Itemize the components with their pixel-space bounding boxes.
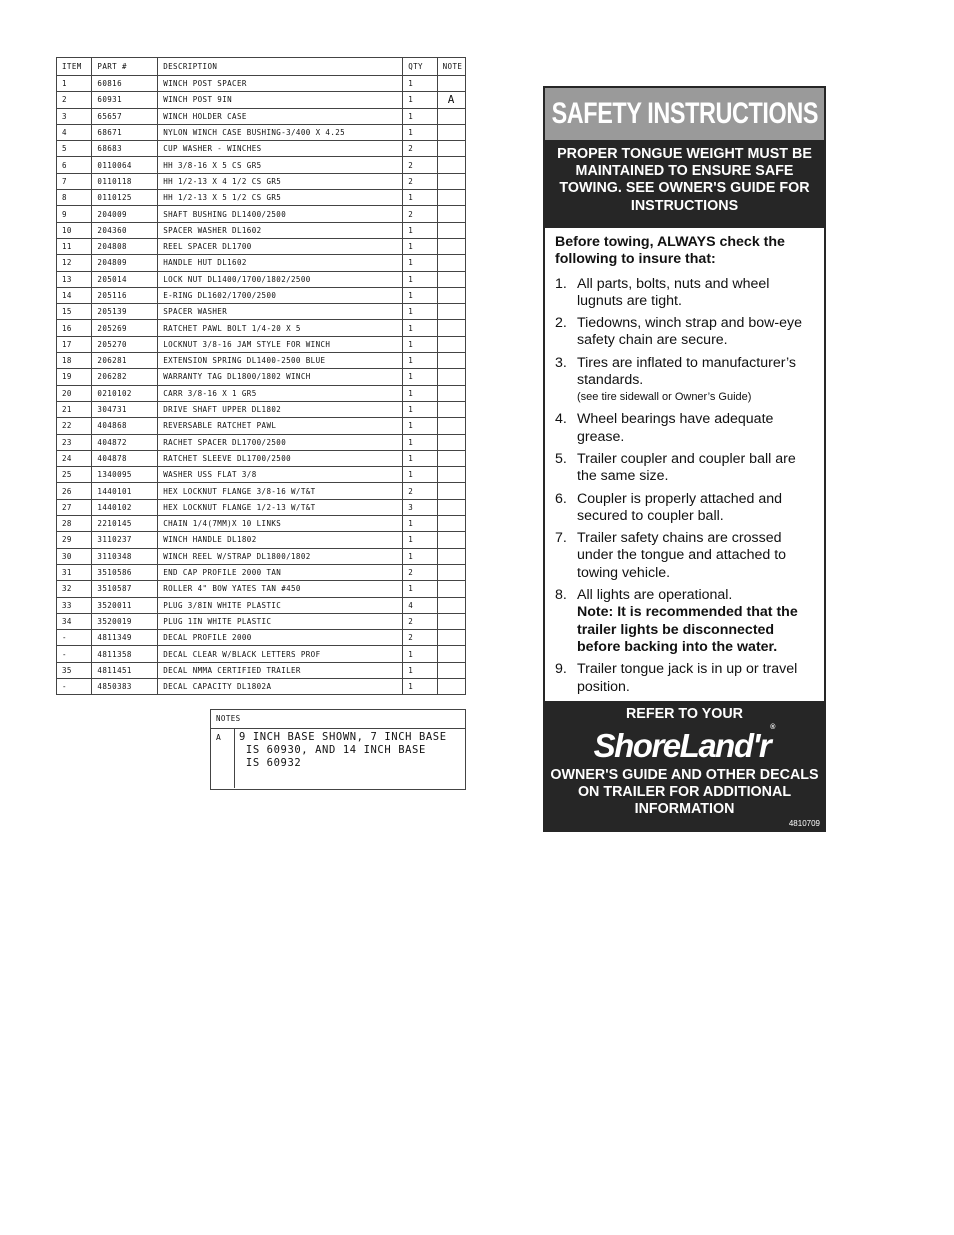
- checklist-text: Tires are inflated to manufacturer’s standards.: [577, 354, 796, 389]
- cell-note: [437, 385, 465, 401]
- cell-description: LOCKNUT 3/8-16 JAM STYLE FOR WINCH: [158, 336, 403, 352]
- table-row: [57, 222, 466, 238]
- cell-qty: 2: [403, 157, 437, 173]
- closing-text: OWNER'S GUIDE AND OTHER DECALS ON TRAILER FOR ADDITIONAL INFORMATION: [550, 767, 819, 818]
- table-row: [57, 646, 466, 662]
- cell-description: SHAFT BUSHING DL1400/2500: [158, 206, 403, 222]
- cell-qty: 2: [403, 141, 437, 157]
- cell-qty: 3: [403, 499, 437, 515]
- checklist-body: [577, 491, 816, 526]
- cell-item: 27: [57, 499, 92, 515]
- cell-description: HEX LOCKNUT FLANGE 3/8-16 W/T&T: [158, 483, 403, 499]
- refer-text: REFER TO YOUR: [625, 706, 744, 722]
- cell-item: 21: [57, 401, 92, 417]
- cell-item: 10: [57, 222, 92, 238]
- checklist-body: [577, 411, 816, 446]
- cell-qty: 1: [403, 678, 437, 694]
- cell-note: [437, 646, 465, 662]
- cell-note: [437, 124, 465, 140]
- cell-note: [437, 548, 465, 564]
- checklist-number: 2.: [555, 315, 567, 332]
- cell-part-number: 0110118: [92, 173, 158, 189]
- cell-item: -: [57, 678, 92, 694]
- parts-table-header-row: [57, 58, 466, 76]
- checklist-text: Trailer safety chains are crossed under the tongue and attached to towing vehicle.: [577, 530, 787, 581]
- cell-note: [437, 564, 465, 580]
- tongue-weight-warning: PROPER TONGUE WEIGHT MUST BE MAINTAINED TO ENSURE SAFE TOWING. SEE OWNER'S GUIDE FOR INSTRUCTIONS: [557, 146, 812, 214]
- cell-note: [437, 450, 465, 466]
- cell-qty: 1: [403, 255, 437, 271]
- cell-note: [437, 369, 465, 385]
- checklist-text: Tiedowns, winch strap and bow-eye safety chain are secure.: [577, 315, 803, 349]
- cell-part-number: 206281: [92, 353, 158, 369]
- cell-qty: 2: [403, 173, 437, 189]
- checklist-note: Note: It is recommended that the trailer lights be disconnected before backing into the water.: [577, 604, 798, 655]
- cell-item: 2: [57, 92, 92, 108]
- table-row: [57, 532, 466, 548]
- cell-part-number: 1340095: [92, 467, 158, 483]
- table-row: [57, 287, 466, 303]
- checklist-text: Coupler is properly attached and secured to coupler ball.: [577, 490, 783, 524]
- cell-qty: 1: [403, 92, 437, 108]
- cell-part-number: 0110064: [92, 157, 158, 173]
- cell-part-number: 205270: [92, 336, 158, 352]
- notes-text: 9 INCH BASE SHOWN, 7 INCH BASE IS 60930, AND 14 INCH BASE IS 60932: [239, 731, 447, 769]
- cell-item: 7: [57, 173, 92, 189]
- cell-part-number: 204009: [92, 206, 158, 222]
- table-row: [57, 255, 466, 271]
- cell-part-number: 3520019: [92, 613, 158, 629]
- checklist-body: [577, 355, 816, 407]
- table-row: [57, 418, 466, 434]
- cell-part-number: 0110125: [92, 190, 158, 206]
- cell-note: [437, 238, 465, 254]
- table-row: [57, 76, 466, 92]
- cell-qty: 1: [403, 320, 437, 336]
- cell-qty: 1: [403, 76, 437, 92]
- cell-note: [437, 467, 465, 483]
- notes-header: NOTES: [211, 710, 465, 729]
- cell-part-number: 4811451: [92, 662, 158, 678]
- cell-qty: 1: [403, 548, 437, 564]
- checklist-number: 3.: [555, 354, 567, 371]
- cell-item: 16: [57, 320, 92, 336]
- cell-part-number: 204808: [92, 238, 158, 254]
- checklist-body: [577, 315, 816, 350]
- cell-item: 19: [57, 369, 92, 385]
- cell-part-number: 304731: [92, 401, 158, 417]
- cell-note: [437, 206, 465, 222]
- cell-part-number: 205269: [92, 320, 158, 336]
- cell-note: [437, 516, 465, 532]
- table-row: [57, 369, 466, 385]
- table-row: [57, 581, 466, 597]
- cell-note: [437, 320, 465, 336]
- cell-qty: 1: [403, 581, 437, 597]
- safety-instructions-decal: [543, 86, 826, 832]
- cell-item: 23: [57, 434, 92, 450]
- table-row: [57, 206, 466, 222]
- cell-qty: 2: [403, 630, 437, 646]
- cell-description: RATCHET PAWL BOLT 1/4-20 X 5: [158, 320, 403, 336]
- cell-item: 32: [57, 581, 92, 597]
- cell-note: [437, 581, 465, 597]
- brand-name: ShoreLand'r: [593, 727, 771, 764]
- cell-note: [437, 483, 465, 499]
- table-row: [57, 336, 466, 352]
- cell-description: HH 3/8-16 X 5 CS GR5: [158, 157, 403, 173]
- table-row: [57, 597, 466, 613]
- cell-qty: 2: [403, 564, 437, 580]
- decal-title: SAFETY INSTRUCTIONS: [551, 97, 818, 130]
- cell-note: [437, 532, 465, 548]
- header-note: NOTE: [437, 58, 465, 76]
- cell-note: [437, 157, 465, 173]
- checklist-text: All parts, bolts, nuts and wheel lugnuts are tight.: [577, 275, 770, 309]
- checklist-body: [577, 276, 816, 311]
- header-description: DESCRIPTION: [158, 58, 403, 76]
- cell-item: 20: [57, 385, 92, 401]
- cell-qty: 1: [403, 190, 437, 206]
- cell-qty: 2: [403, 613, 437, 629]
- checklist-text: Wheel bearings have adequate grease.: [577, 411, 774, 445]
- cell-description: HEX LOCKNUT FLANGE 1/2-13 W/T&T: [158, 499, 403, 515]
- cell-note: [437, 401, 465, 417]
- checklist-number: 6.: [555, 490, 567, 507]
- cell-item: 6: [57, 157, 92, 173]
- cell-note: [437, 613, 465, 629]
- table-row: [57, 548, 466, 564]
- cell-qty: 1: [403, 222, 437, 238]
- cell-note: [437, 418, 465, 434]
- cell-item: 29: [57, 532, 92, 548]
- cell-note: [437, 255, 465, 271]
- table-row: [57, 238, 466, 254]
- cell-note: [437, 434, 465, 450]
- cell-part-number: 3520011: [92, 597, 158, 613]
- table-row: [57, 450, 466, 466]
- cell-item: 17: [57, 336, 92, 352]
- cell-description: DECAL CLEAR W/BLACK LETTERS PROF: [158, 646, 403, 662]
- table-row: [57, 630, 466, 646]
- checklist-subnote: (see tire sidewall or Owner’s Guide): [577, 391, 752, 404]
- cell-qty: 1: [403, 418, 437, 434]
- checklist-number: 1.: [555, 275, 567, 292]
- cell-note: [437, 173, 465, 189]
- cell-qty: 1: [403, 271, 437, 287]
- cell-description: WINCH POST 9IN: [158, 92, 403, 108]
- cell-description: RACHET SPACER DL1700/2500: [158, 434, 403, 450]
- cell-description: LOCK NUT DL1400/1700/1802/2500: [158, 271, 403, 287]
- cell-item: 22: [57, 418, 92, 434]
- cell-item: 5: [57, 141, 92, 157]
- cell-part-number: 65657: [92, 108, 158, 124]
- cell-qty: 1: [403, 287, 437, 303]
- cell-part-number: 68683: [92, 141, 158, 157]
- table-row: [57, 108, 466, 124]
- cell-qty: 1: [403, 532, 437, 548]
- cell-description: REEL SPACER DL1700: [158, 238, 403, 254]
- checklist-text: Trailer tongue jack is in up or travel position.: [577, 661, 798, 695]
- cell-note: [437, 630, 465, 646]
- checklist-number: 7.: [555, 530, 567, 547]
- cell-qty: 1: [403, 434, 437, 450]
- table-row: [57, 271, 466, 287]
- cell-part-number: 404878: [92, 450, 158, 466]
- notes-row: [211, 729, 465, 788]
- cell-qty: 1: [403, 467, 437, 483]
- cell-description: WINCH HANDLE DL1802: [158, 532, 403, 548]
- cell-part-number: 1440102: [92, 499, 158, 515]
- cell-item: 26: [57, 483, 92, 499]
- checklist-body: [577, 530, 816, 582]
- towing-checklist: [545, 228, 824, 701]
- cell-item: 28: [57, 516, 92, 532]
- checklist-body: [577, 587, 816, 656]
- cell-qty: 1: [403, 108, 437, 124]
- checklist-item: [555, 355, 816, 407]
- cell-description: WASHER USS FLAT 3/8: [158, 467, 403, 483]
- decal-title-bar: [545, 88, 824, 140]
- checklist-item: [555, 530, 816, 582]
- cell-item: 35: [57, 662, 92, 678]
- cell-part-number: 204360: [92, 222, 158, 238]
- cell-item: -: [57, 630, 92, 646]
- cell-description: RATCHET SLEEVE DL1700/2500: [158, 450, 403, 466]
- cell-description: WARRANTY TAG DL1800/1802 WINCH: [158, 369, 403, 385]
- cell-item: -: [57, 646, 92, 662]
- checklist-intro: Before towing, ALWAYS check the following to insure that:: [555, 234, 785, 268]
- cell-description: WINCH HOLDER CASE: [158, 108, 403, 124]
- cell-note: [437, 271, 465, 287]
- cell-description: E-RING DL1602/1700/2500: [158, 287, 403, 303]
- registered-mark: ®: [770, 724, 776, 731]
- table-row: [57, 141, 466, 157]
- cell-item: 9: [57, 206, 92, 222]
- cell-item: 3: [57, 108, 92, 124]
- cell-description: EXTENSION SPRING DL1400-2500 BLUE: [158, 353, 403, 369]
- table-row: [57, 157, 466, 173]
- cell-description: DECAL PROFILE 2000: [158, 630, 403, 646]
- table-row: [57, 564, 466, 580]
- cell-item: 25: [57, 467, 92, 483]
- checklist-items: [555, 276, 816, 696]
- cell-description: SPACER WASHER: [158, 304, 403, 320]
- cell-part-number: 60931: [92, 92, 158, 108]
- checklist-item: [555, 661, 816, 696]
- cell-part-number: 404868: [92, 418, 158, 434]
- cell-item: 12: [57, 255, 92, 271]
- cell-qty: 1: [403, 385, 437, 401]
- decal-footer: [545, 706, 824, 819]
- cell-item: 14: [57, 287, 92, 303]
- cell-item: 11: [57, 238, 92, 254]
- cell-note: [437, 287, 465, 303]
- checklist-item: [555, 451, 816, 486]
- checklist-number: 4.: [555, 411, 567, 428]
- cell-note: [437, 222, 465, 238]
- cell-qty: 1: [403, 238, 437, 254]
- cell-part-number: 0210102: [92, 385, 158, 401]
- cell-part-number: 3110348: [92, 548, 158, 564]
- header-item: ITEM: [57, 58, 92, 76]
- parts-table: [56, 57, 466, 695]
- table-row: [57, 662, 466, 678]
- cell-item: 31: [57, 564, 92, 580]
- cell-description: DECAL CAPACITY DL1802A: [158, 678, 403, 694]
- checklist-body: [577, 451, 816, 486]
- cell-note: [437, 304, 465, 320]
- cell-note: [437, 108, 465, 124]
- cell-qty: 4: [403, 597, 437, 613]
- cell-qty: 1: [403, 401, 437, 417]
- cell-note: [437, 353, 465, 369]
- checklist-number: 5.: [555, 450, 567, 467]
- notes-letter: A: [216, 733, 221, 742]
- cell-item: 34: [57, 613, 92, 629]
- cell-item: 8: [57, 190, 92, 206]
- notes-box: [210, 709, 466, 790]
- cell-part-number: 2210145: [92, 516, 158, 532]
- cell-part-number: 1440101: [92, 483, 158, 499]
- table-row: [57, 499, 466, 515]
- cell-description: WINCH POST SPACER: [158, 76, 403, 92]
- cell-note: [437, 499, 465, 515]
- cell-description: PLUG 3/8IN WHITE PLASTIC: [158, 597, 403, 613]
- cell-description: ROLLER 4" BOW YATES TAN #450: [158, 581, 403, 597]
- cell-part-number: 3510586: [92, 564, 158, 580]
- decal-part-code: 4810709: [788, 819, 820, 828]
- shorelandr-logo: [594, 725, 776, 765]
- cell-description: HH 1/2-13 X 4 1/2 CS GR5: [158, 173, 403, 189]
- table-row: [57, 483, 466, 499]
- header-qty: QTY: [403, 58, 437, 76]
- cell-part-number: 3510587: [92, 581, 158, 597]
- table-row: [57, 92, 466, 108]
- table-row: [57, 190, 466, 206]
- cell-description: CARR 3/8-16 X 1 GR5: [158, 385, 403, 401]
- cell-part-number: 3110237: [92, 532, 158, 548]
- cell-qty: 1: [403, 304, 437, 320]
- table-row: [57, 304, 466, 320]
- cell-description: END CAP PROFILE 2000 TAN: [158, 564, 403, 580]
- cell-note: [437, 76, 465, 92]
- cell-description: CHAIN 1/4(7MM)X 10 LINKS: [158, 516, 403, 532]
- cell-part-number: 204809: [92, 255, 158, 271]
- checklist-item: [555, 276, 816, 311]
- cell-description: WINCH REEL W/STRAP DL1800/1802: [158, 548, 403, 564]
- cell-description: HH 1/2-13 X 5 1/2 CS GR5: [158, 190, 403, 206]
- cell-note: [437, 662, 465, 678]
- cell-qty: 1: [403, 369, 437, 385]
- table-row: [57, 320, 466, 336]
- checklist-item: [555, 491, 816, 526]
- checklist-number: 8.: [555, 587, 567, 604]
- cell-item: 15: [57, 304, 92, 320]
- cell-description: DRIVE SHAFT UPPER DL1802: [158, 401, 403, 417]
- cell-part-number: 4811349: [92, 630, 158, 646]
- cell-part-number: 404872: [92, 434, 158, 450]
- cell-description: REVERSABLE RATCHET PAWL: [158, 418, 403, 434]
- cell-description: HANDLE HUT DL1602: [158, 255, 403, 271]
- table-row: [57, 613, 466, 629]
- cell-qty: 1: [403, 646, 437, 662]
- cell-description: DECAL NMMA CERTIFIED TRAILER: [158, 662, 403, 678]
- cell-part-number: 205014: [92, 271, 158, 287]
- checklist-item: [555, 411, 816, 446]
- cell-qty: 2: [403, 206, 437, 222]
- cell-item: 30: [57, 548, 92, 564]
- checklist-text: All lights are operational.: [577, 587, 733, 604]
- checklist-item: [555, 587, 816, 656]
- parts-table-body: [57, 76, 466, 695]
- cell-note: [437, 141, 465, 157]
- cell-item: 1: [57, 76, 92, 92]
- table-row: [57, 173, 466, 189]
- cell-qty: 1: [403, 662, 437, 678]
- cell-item: 24: [57, 450, 92, 466]
- cell-description: SPACER WASHER DL1602: [158, 222, 403, 238]
- cell-item: 33: [57, 597, 92, 613]
- cell-item: 18: [57, 353, 92, 369]
- cell-part-number: 60816: [92, 76, 158, 92]
- cell-qty: 1: [403, 450, 437, 466]
- cell-part-number: 4811358: [92, 646, 158, 662]
- cell-note: [437, 678, 465, 694]
- checklist-body: [577, 661, 816, 696]
- cell-part-number: 205116: [92, 287, 158, 303]
- table-row: [57, 401, 466, 417]
- cell-part-number: 206282: [92, 369, 158, 385]
- cell-qty: 1: [403, 336, 437, 352]
- table-row: [57, 434, 466, 450]
- checklist-text: Trailer coupler and coupler ball are the same size.: [577, 450, 796, 485]
- cell-qty: 1: [403, 353, 437, 369]
- table-row: [57, 385, 466, 401]
- checklist-item: [555, 315, 816, 350]
- cell-note: A: [437, 92, 465, 108]
- cell-part-number: 4850383: [92, 678, 158, 694]
- cell-note: [437, 597, 465, 613]
- table-row: [57, 678, 466, 694]
- cell-qty: 1: [403, 124, 437, 140]
- cell-qty: 2: [403, 483, 437, 499]
- cell-note: [437, 190, 465, 206]
- cell-part-number: 68671: [92, 124, 158, 140]
- cell-description: NYLON WINCH CASE BUSHING-3/400 X 4.25: [158, 124, 403, 140]
- cell-description: CUP WASHER - WINCHES: [158, 141, 403, 157]
- cell-part-number: 205139: [92, 304, 158, 320]
- header-part-number: PART #: [92, 58, 158, 76]
- table-row: [57, 353, 466, 369]
- table-row: [57, 467, 466, 483]
- cell-description: PLUG 1IN WHITE PLASTIC: [158, 613, 403, 629]
- checklist-number: 9.: [555, 661, 567, 678]
- cell-note: [437, 336, 465, 352]
- cell-qty: 1: [403, 516, 437, 532]
- table-row: [57, 124, 466, 140]
- table-row: [57, 516, 466, 532]
- cell-item: 13: [57, 271, 92, 287]
- notes-divider: [234, 729, 235, 788]
- cell-item: 4: [57, 124, 92, 140]
